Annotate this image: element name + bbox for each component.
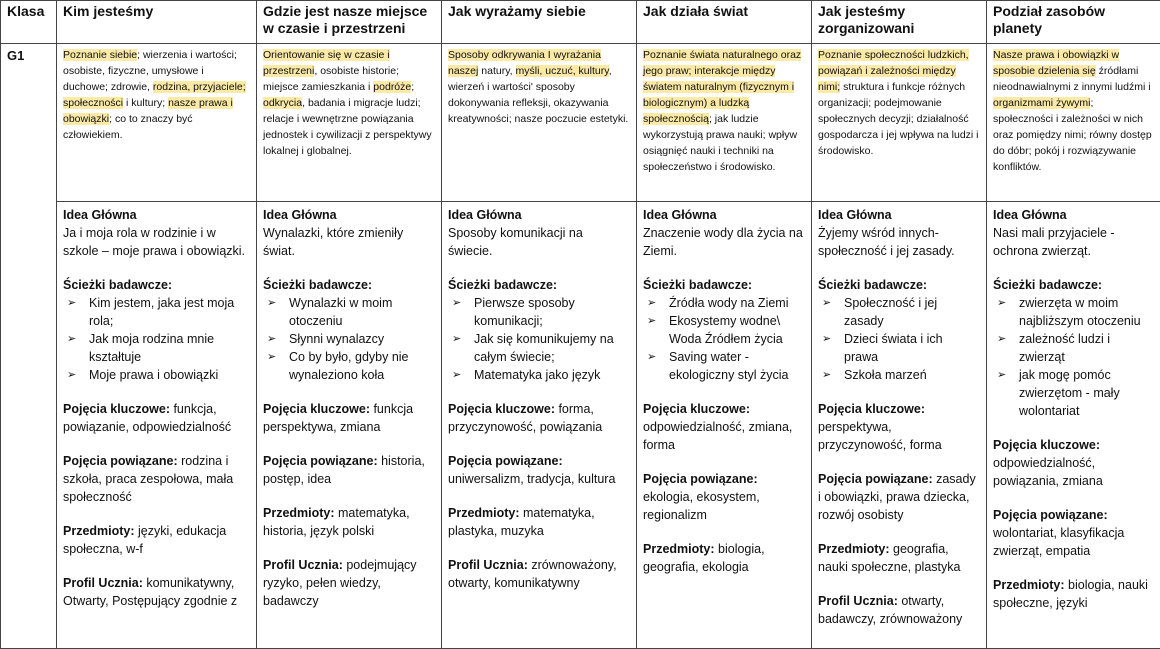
col-header: Podział zasobów planety	[987, 1, 1160, 44]
key-concepts-block	[993, 436, 1154, 490]
key-concepts-block	[448, 400, 630, 436]
content-cell	[257, 202, 442, 649]
idea-text: Znaczenie wody dla życia na Ziemi.	[643, 224, 805, 260]
related-concepts-block	[993, 506, 1154, 560]
subjects-label: Przedmioty:	[818, 542, 890, 556]
highlighted-text: nasze prawa i obowiązki	[63, 97, 233, 125]
list-item: ➢ Moje prawa i obowiązki	[89, 366, 250, 384]
related-concepts-text: historia, postęp, idea	[263, 454, 425, 486]
desc-cell	[987, 44, 1160, 202]
highlighted-text: myśli, uczuć, kultury	[516, 65, 609, 77]
subjects-text: języki, edukacja społeczna, w-f	[63, 524, 226, 556]
learner-profile-block	[448, 556, 630, 592]
sciezki-label: Ścieżki badawcze:	[63, 276, 250, 294]
idea-label: Idea Główna	[448, 206, 630, 224]
related-concepts-text: wolontariat, klasyfikacja zwierząt, empatia	[993, 526, 1124, 558]
list-item: ➢ jak mogę pomóc zwierzętom - mały wolontariat	[1019, 366, 1154, 420]
related-concepts-text: ekologia, ekosystem, regionalizm	[643, 490, 760, 522]
idea-text: Ja i moja rola w rodzinie i w szkole – moje prawa i obowiązki.	[63, 224, 250, 260]
list-item: ➢ Jak moja rodzina mnie kształtuje	[89, 330, 250, 366]
sciezki-list	[263, 294, 435, 384]
learner-profile-label: Profil Ucznia:	[448, 558, 528, 572]
learner-profile-label: Profil Ucznia:	[818, 594, 898, 608]
content-row	[1, 202, 1160, 649]
key-concepts-text: funkcja perspektywa, zmiana	[263, 402, 413, 434]
content-cell	[637, 202, 812, 649]
highlighted-text: podróże	[373, 81, 411, 93]
list-item: ➢ Wynalazki w moim otoczeniu	[289, 294, 435, 330]
list-item: ➢ zależność ludzi i zwierząt	[1019, 330, 1154, 366]
list-item: ➢ Pierwsze sposoby komunikacji;	[474, 294, 630, 330]
desc-cell	[57, 44, 257, 202]
row-label: G1	[1, 44, 57, 649]
desc-text: ; społeczności i zależności w nich oraz pomiędzy nimi; równy dostęp do dóbr; pokój i rozwiązywanie konfliktów.	[993, 97, 1152, 173]
subjects-label: Przedmioty:	[643, 542, 715, 556]
idea-text: Żyjemy wśród innych-społeczność i jej zasady.	[818, 224, 980, 260]
header-row	[1, 1, 1160, 44]
desc-cell	[257, 44, 442, 202]
related-concepts-label: Pojęcia powiązane:	[448, 454, 563, 468]
related-concepts-label: Pojęcia powiązane:	[643, 472, 758, 486]
related-concepts-text: uniwersalizm, tradycja, kultura	[448, 472, 615, 486]
subjects-text: geografia, nauki społeczne, plastyka	[818, 542, 960, 574]
key-concepts-text: odpowiedzialność, powiązania, zmiana	[993, 456, 1103, 488]
related-concepts-block	[643, 470, 805, 524]
highlighted-text: Poznanie społeczności ludzkich, powiązań i zależności między nimi;	[818, 49, 969, 93]
subjects-block	[818, 540, 980, 576]
desc-cell	[637, 44, 812, 202]
klasa-header: Klasa	[1, 1, 57, 44]
key-concepts-block	[643, 400, 805, 454]
learner-profile-text: podejmujący ryzyko, pełen wiedzy, badawczy	[263, 558, 417, 608]
desc-cell	[812, 44, 987, 202]
related-concepts-label: Pojęcia powiązane:	[818, 472, 933, 486]
key-concepts-block	[263, 400, 435, 436]
related-concepts-label: Pojęcia powiązane:	[263, 454, 378, 468]
key-concepts-label: Pojęcia kluczowe:	[818, 402, 925, 416]
related-concepts-text: rodzina i szkoła, praca zespołowa, mała społeczność	[63, 454, 233, 504]
key-concepts-label: Pojęcia kluczowe:	[263, 402, 370, 416]
sciezki-list	[63, 294, 250, 384]
subjects-block	[448, 504, 630, 540]
key-concepts-text: perspektywa, przyczynowość, forma	[818, 420, 942, 452]
desc-text: struktura i funkcje różnych organizacji; podejmowanie społecznych decyzji; działalność gospodarcza i jej wpływa na ludzi i środowisko.	[818, 81, 979, 157]
sciezki-list	[993, 294, 1154, 420]
sciezki-list	[643, 294, 805, 384]
subjects-label: Przedmioty:	[63, 524, 135, 538]
list-item: ➢ zwierzęta w moim najbliższym otoczeniu	[1019, 294, 1154, 330]
key-concepts-text: odpowiedzialność, zmiana, forma	[643, 420, 792, 452]
desc-cell	[442, 44, 637, 202]
list-item: ➢ Ekosystemy wodne\ Woda Źródłem życia	[669, 312, 805, 348]
col-header: Kim jesteśmy	[57, 1, 257, 44]
list-item: ➢ Społeczność i jej zasady	[844, 294, 980, 330]
sciezki-label: Ścieżki badawcze:	[643, 276, 805, 294]
subjects-label: Przedmioty:	[448, 506, 520, 520]
key-concepts-label: Pojęcia kluczowe:	[448, 402, 555, 416]
desc-text: ; wierzenia i wartości; osobiste, fizyczne, umysłowe i duchowe; zdrowie,	[63, 49, 237, 93]
subjects-block	[643, 540, 805, 576]
learner-profile-text: zrównoważony, otwarty, komunikatywny	[448, 558, 617, 590]
description-row	[1, 44, 1160, 202]
related-concepts-block	[818, 470, 980, 524]
idea-text: Sposoby komunikacji na świecie.	[448, 224, 630, 260]
idea-label: Idea Główna	[643, 206, 805, 224]
idea-label: Idea Główna	[993, 206, 1154, 224]
subjects-label: Przedmioty:	[263, 506, 335, 520]
subjects-text: biologia, nauki społeczne, języki	[993, 578, 1148, 610]
desc-text: , wierzeń i wartości' sposoby dokonywania refleksji, okazywania kreatywności; nasze poczucie estetyki.	[448, 65, 628, 125]
desc-text: i kultury;	[123, 97, 168, 109]
content-cell	[57, 202, 257, 649]
learner-profile-label: Profil Ucznia:	[263, 558, 343, 572]
subjects-text: matematyka, plastyka, muzyka	[448, 506, 595, 538]
subjects-label: Przedmioty:	[993, 578, 1065, 592]
learner-profile-block	[818, 592, 980, 628]
content-cell	[987, 202, 1160, 649]
key-concepts-label: Pojęcia kluczowe:	[643, 402, 750, 416]
content-cell	[442, 202, 637, 649]
idea-label: Idea Główna	[263, 206, 435, 224]
list-item: ➢ Dzieci świata i ich prawa	[844, 330, 980, 366]
desc-text: , osobiste historie; miejsce zamieszkania i	[263, 65, 399, 93]
subjects-block	[63, 522, 250, 558]
highlighted-text: Sposoby odkrywania I wyrażania naszej	[448, 49, 601, 77]
sciezki-label: Ścieżki badawcze:	[263, 276, 435, 294]
desc-text: natury,	[478, 65, 515, 77]
highlighted-text: odkrycia	[263, 97, 302, 109]
learner-profile-label: Profil Ucznia:	[63, 576, 143, 590]
learner-profile-block	[263, 556, 435, 610]
list-item: ➢ Jak się komunikujemy na całym świecie;	[474, 330, 630, 366]
key-concepts-text: forma, przyczynowość, powiązania	[448, 402, 602, 434]
sciezki-label: Ścieżki badawcze:	[818, 276, 980, 294]
related-concepts-label: Pojęcia powiązane:	[993, 508, 1108, 522]
related-concepts-block	[63, 452, 250, 506]
highlighted-text: Poznanie świata naturalnego oraz jego praw; interakcje między światem naturalnym (fizycznym i biologicznym) a ludzką społecznością	[643, 49, 801, 125]
idea-text: Wynalazki, które zmieniły świat.	[263, 224, 435, 260]
idea-label: Idea Główna	[63, 206, 250, 224]
list-item: ➢ Źródła wody na Ziemi	[669, 294, 805, 312]
highlighted-text: Poznanie siebie	[63, 49, 137, 61]
content-cell	[812, 202, 987, 649]
list-item: ➢ Szkoła marzeń	[844, 366, 980, 384]
sciezki-label: Ścieżki badawcze:	[993, 276, 1154, 294]
sciezki-list	[818, 294, 980, 384]
sciezki-label: Ścieżki badawcze:	[448, 276, 630, 294]
list-item: ➢ Słynni wynalazcy	[289, 330, 435, 348]
list-item: ➢ Matematyka jako język	[474, 366, 630, 384]
subjects-block	[263, 504, 435, 540]
desc-text: , badania i migracje ludzi; relacje i wewnętrzne powiązania jednostek i cywilizacji z perspektywy lokalnej i globalnej.	[263, 97, 432, 157]
learner-profile-text: otwarty, badawczy, zrównoważony	[818, 594, 962, 626]
learner-profile-text: komunikatywny, Otwarty, Postępujący zgodnie z	[63, 576, 237, 608]
highlighted-text: Orientowanie się w czasie i przestrzeni	[263, 49, 390, 77]
key-concepts-block	[818, 400, 980, 454]
highlighted-text: rodzina, przyjaciele; społeczności	[63, 81, 246, 109]
related-concepts-label: Pojęcia powiązane:	[63, 454, 178, 468]
idea-text: Nasi mali przyjaciele - ochrona zwierząt.	[993, 224, 1154, 260]
subjects-text: biologia, geografia, ekologia	[643, 542, 765, 574]
related-concepts-block	[448, 452, 630, 488]
key-concepts-text: funkcja, powiązanie, odpowiedzialność	[63, 402, 231, 434]
list-item: ➢ Co by było, gdyby nie wynaleziono koła	[289, 348, 435, 384]
highlighted-text: organizmami żywymi	[993, 97, 1090, 109]
highlighted-text: Nasze prawa i obowiązki w sposobie dzielenia się	[993, 49, 1119, 77]
key-concepts-label: Pojęcia kluczowe:	[63, 402, 170, 416]
key-concepts-block	[63, 400, 250, 436]
sciezki-list	[448, 294, 630, 384]
subjects-block	[993, 576, 1154, 612]
list-item: ➢ Saving water - ekologiczny styl życia	[669, 348, 805, 384]
related-concepts-text: zasady i obowiązki, prawa dziecka, rozwój osobisty	[818, 472, 976, 522]
desc-text: źródłami nieodnawialnymi z innymi ludźmi i	[993, 65, 1151, 93]
idea-label: Idea Główna	[818, 206, 980, 224]
related-concepts-block	[263, 452, 435, 488]
key-concepts-label: Pojęcia kluczowe:	[993, 438, 1100, 452]
desc-text: ; co to znaczy być człowiekiem.	[63, 113, 193, 141]
col-header: Jak działa świat	[637, 1, 812, 44]
list-item: ➢ Kim jestem, jaka jest moja rola;	[89, 294, 250, 330]
col-header: Jak wyrażamy siebie	[442, 1, 637, 44]
learner-profile-block	[63, 574, 250, 610]
desc-text: ;	[411, 81, 414, 93]
subjects-text: matematyka, historia, język polski	[263, 506, 410, 538]
col-header: Jak jesteśmy zorganizowani	[812, 1, 987, 44]
col-header: Gdzie jest nasze miejsce w czasie i przestrzeni	[257, 1, 442, 44]
desc-text: ; jak ludzie wykorzystują prawa nauki; wpływ osiągnięć nauki i techniki na społeczeństwo i środowisko.	[643, 113, 797, 173]
